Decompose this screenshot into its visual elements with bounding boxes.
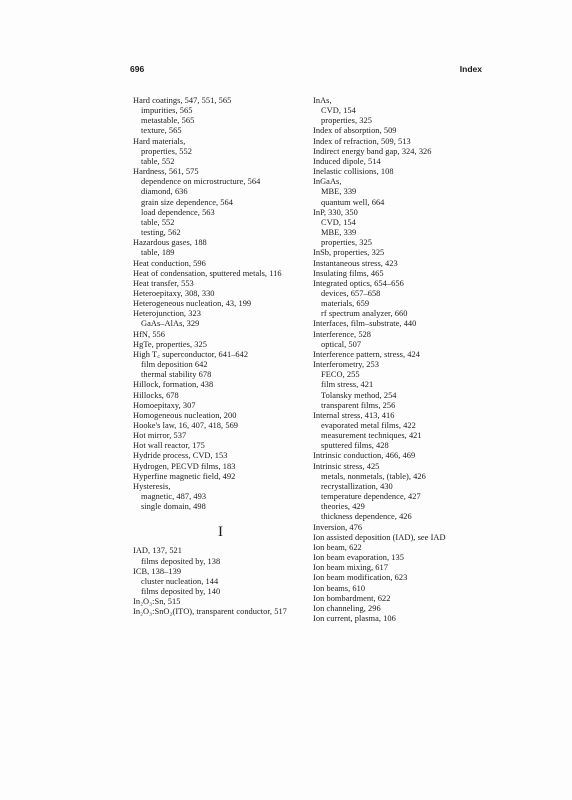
index-entry: Hardness, 561, 575	[133, 167, 199, 177]
index-entry: Hard coatings, 547, 551, 565	[133, 96, 232, 105]
index-subentry: CVD, 154	[321, 106, 356, 116]
index-entry: High T꜀ superconductor, 641–642	[133, 349, 249, 359]
index-subentry: recrystallization, 430	[321, 481, 393, 491]
index-subentry: optical, 507	[321, 339, 362, 349]
index-subentry: dependence on microstructure, 564	[141, 177, 261, 187]
index-entry: Hydride process, CVD, 153	[133, 451, 228, 461]
index-entry: Integrated optics, 654–656	[313, 278, 404, 288]
index-subentry: texture, 565	[141, 126, 182, 136]
index-subentry: single domain, 498	[141, 502, 206, 512]
index-entry: Homogeneous nucleation, 200	[133, 410, 237, 420]
index-entry: Index of refraction, 509, 513	[313, 136, 411, 146]
index-subentry: load dependence, 563	[141, 207, 215, 217]
index-entry: InGaAs,	[313, 177, 342, 187]
index-entry: Ion beam modification, 623	[313, 573, 408, 583]
index-entry: Ion channeling, 296	[313, 603, 381, 613]
index-subentry: films deposited by, 140	[141, 587, 221, 597]
index-subentry: materials, 659	[321, 299, 370, 309]
index-entry: Heat conduction, 596	[133, 258, 206, 268]
index-entry: Hot mirror, 537	[133, 431, 187, 441]
index-entry: Hysteresis,	[133, 481, 171, 491]
index-entry: Intrinsic conduction, 466, 469	[313, 451, 416, 461]
index-entry: Indirect energy band gap, 324, 326	[313, 146, 432, 156]
index-entry: Homoepitaxy, 307	[133, 400, 196, 410]
index-entry: Internal stress, 413, 416	[313, 410, 395, 420]
index-entry: Heat transfer, 553	[133, 278, 194, 288]
index-column-left	[133, 96, 308, 618]
index-subentry: Tolansky method, 254	[321, 390, 397, 400]
index-entry: Hydrogen, PECVD films, 183	[133, 461, 236, 471]
index-entry: Ion beam mixing, 617	[313, 563, 388, 573]
index-subentry: impurities, 565	[141, 106, 193, 116]
index-entry: Ion bombardment, 622	[313, 593, 391, 603]
index-entry: InP, 330, 350	[313, 207, 358, 217]
index-entry: In₂O₃:Sn, 515	[133, 597, 181, 607]
index-entry: Hyperfine magnetic field, 492	[133, 471, 236, 481]
index-subentry: metals, nonmetals, (table), 426	[321, 471, 426, 481]
index-section-letter: I	[218, 524, 223, 541]
index-entry: Instantaneous stress, 423	[313, 258, 398, 268]
index-subentry: properties, 325	[321, 116, 372, 126]
index-entry: Hooke's law, 16, 407, 418, 569	[133, 421, 239, 430]
index-subentry: magnetic, 487, 493	[141, 492, 207, 502]
index-entry: Heteroepitaxy, 308, 330	[133, 288, 215, 298]
index-entry: Ion beams, 610	[313, 583, 366, 593]
index-subentry: grain size dependence, 564	[141, 197, 233, 207]
index-subentry: films deposited by, 138	[141, 556, 221, 566]
index-subentry: rf spectrum analyzer, 660	[321, 309, 408, 319]
index-subentry: quantum well, 664	[321, 197, 385, 207]
index-subentry: CVD, 154	[321, 217, 356, 227]
index-entry: Interference, 528	[313, 329, 372, 339]
index-entry: HfN, 556	[133, 329, 166, 339]
index-entry: Induced dipole, 514	[313, 156, 381, 166]
index-entry: Ion assisted deposition (IAD), see IAD	[313, 532, 446, 542]
index-entry: Insulating films, 465	[313, 268, 384, 278]
index-column-right	[313, 96, 493, 624]
index-subentry: devices, 657–658	[321, 288, 381, 298]
index-subentry: thickness dependence, 426	[321, 512, 412, 522]
index-subentry: properties, 552	[141, 146, 192, 156]
index-entry: Hazardous gases, 188	[133, 238, 207, 248]
index-entry: Index of absorption, 509	[313, 126, 397, 136]
index-subentry: table, 189	[141, 248, 175, 258]
index-entry: InAs,	[313, 96, 332, 105]
index-entry: Hot wall reactor, 175	[133, 441, 205, 451]
index-subentry: transparent films, 256	[321, 400, 396, 410]
index-subentry: cluster nucleation, 144	[141, 576, 219, 586]
index-entry: InSb, properties, 325	[313, 248, 385, 258]
index-entry: Hillock, formation, 438	[133, 380, 214, 390]
page-number: 696	[130, 64, 145, 74]
index-subentry: film stress, 421	[321, 380, 374, 390]
index-entry: Hillocks, 678	[133, 390, 179, 400]
index-subentry: metastable, 565	[141, 116, 195, 126]
index-entry: Interferometry, 253	[313, 360, 379, 370]
index-subentry: table, 552	[141, 217, 175, 227]
index-entry: Intrinsic stress, 425	[313, 461, 380, 471]
index-entry: Heat of condensation, sputtered metals, 116	[133, 268, 282, 278]
index-subentry: temperature dependence, 427	[321, 492, 421, 502]
index-subentry: evaporated metal films, 422	[321, 421, 416, 430]
index-subentry: thermal stability 678	[141, 370, 212, 380]
index-subentry: sputtered films, 428	[321, 441, 389, 451]
index-entry: HgTe, properties, 325	[133, 339, 207, 349]
index-subentry: properties, 325	[321, 238, 372, 248]
index-entry: Inversion, 476	[313, 522, 363, 532]
index-subentry: GaAs–AlAs, 329	[141, 319, 200, 329]
index-entry: Heterogeneous nucleation, 43, 199	[133, 299, 252, 309]
index-entry: Ion beam evaporation, 135	[313, 553, 405, 563]
index-entry: Interference pattern, stress, 424	[313, 349, 420, 359]
index-subentry: MBE, 339	[321, 187, 357, 197]
index-entry: ICB, 138–139	[133, 566, 182, 576]
index-subentry: theories, 429	[321, 502, 365, 512]
index-entry: Ion beam, 622	[313, 542, 362, 552]
index-entry: Heterojunction, 323	[133, 309, 201, 319]
index-subentry: testing, 562	[141, 228, 181, 238]
index-entry: Inelastic collisions, 108	[313, 167, 394, 177]
index-entry: Interfaces, film–substrate, 440	[313, 319, 417, 329]
index-subentry: measurement techniques, 421	[321, 431, 422, 441]
index-entry: Hard materials,	[133, 136, 186, 146]
section-title: Index	[459, 64, 482, 74]
index-subentry: FECO, 255	[321, 370, 360, 380]
index-subentry: film deposition 642	[141, 360, 208, 370]
index-entry: Ion current, plasma, 106	[313, 613, 396, 623]
index-subentry: table, 552	[141, 156, 175, 166]
index-subentry: diamond, 636	[141, 187, 188, 197]
index-entry: In₂O₃:SnO₂(ITO), transparent conductor, 517	[133, 607, 287, 617]
index-entry: IAD, 137, 521	[133, 546, 183, 556]
index-subentry: MBE, 339	[321, 228, 357, 238]
